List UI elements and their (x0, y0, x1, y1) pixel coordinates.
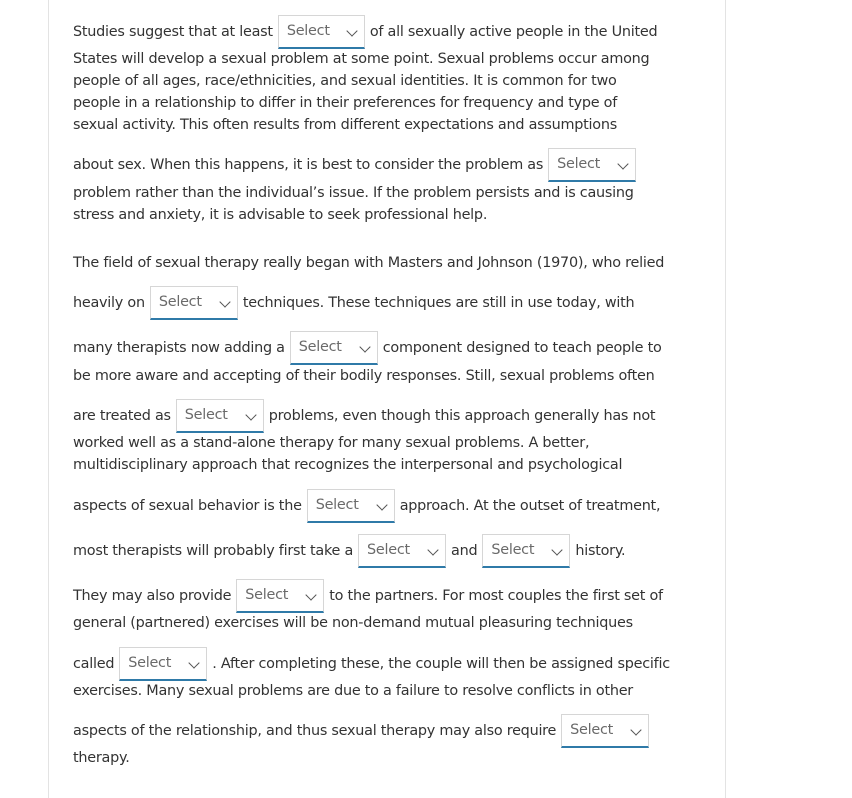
text-line: therapy. (73, 750, 130, 766)
select-value: Select (367, 542, 410, 558)
text: most therapists will probably first take a (73, 543, 354, 559)
text: Studies suggest that at least (73, 24, 273, 40)
blank-select-1[interactable] (278, 15, 365, 49)
select-value: Select (245, 587, 289, 603)
select-value: Select (286, 23, 330, 39)
text-line: be more aware and accepting of their bodily responses. Still, sexual problems often (73, 368, 655, 384)
chevron-down-icon (617, 158, 628, 169)
blank-select-11[interactable] (561, 714, 649, 748)
blank-select-8[interactable] (482, 534, 570, 568)
chevron-down-icon (245, 409, 256, 420)
blank-select-4[interactable] (290, 331, 378, 365)
text: . After completing these, the couple will then be assigned specific (212, 656, 670, 672)
text-line: people in a relationship to differ in their preferences for frequency and type of (73, 95, 618, 111)
text-line: exercises. Many sexual problems are due to a failure to resolve conflicts in other (73, 683, 633, 699)
text: of all sexually active people in the United (369, 24, 658, 40)
blank-select-3[interactable] (150, 286, 238, 320)
text-line: multidisciplinary approach that recognizes the interpersonal and psychological (73, 457, 623, 473)
chevron-down-icon (346, 25, 357, 36)
text: heavily on (73, 295, 145, 311)
text-line: problem rather than the individual’s issue. If the problem persists and is causing (73, 185, 634, 201)
text: many therapists now adding a (73, 340, 285, 356)
text: They may also provide (73, 588, 232, 604)
text: component designed to teach people to (382, 340, 662, 356)
blank-select-10[interactable] (119, 647, 207, 681)
text: about sex. When this happens, it is best to consider the problem as (73, 157, 544, 173)
text-line: stress and anxiety, it is advisable to seek professional help. (73, 207, 488, 223)
select-value: Select (158, 294, 202, 310)
chevron-down-icon (427, 544, 438, 555)
blank-select-5[interactable] (176, 399, 264, 433)
select-value: Select (298, 339, 342, 355)
select-value: Select (491, 542, 535, 558)
select-value: Select (557, 156, 601, 172)
text: techniques. These techniques are still in use today, with (242, 295, 635, 311)
text: and (451, 543, 478, 559)
text-line: people of all ages, race/ethnicities, and sexual identities. It is common for two (73, 73, 617, 89)
chevron-down-icon (219, 296, 230, 307)
text: to the partners. For most couples the first set of (329, 588, 663, 604)
text-line: general (partnered) exercises will be non-demand mutual pleasuring techniques (73, 615, 633, 631)
select-value: Select (128, 655, 172, 671)
chevron-down-icon (306, 589, 317, 600)
select-value: Select (184, 407, 228, 423)
blank-select-2[interactable] (548, 148, 636, 182)
text: aspects of the relationship, and thus sexual therapy may also require (73, 723, 557, 739)
chevron-down-icon (552, 544, 563, 555)
select-value: Select (315, 497, 359, 513)
select-value: Select (570, 722, 614, 738)
text-line: The field of sexual therapy really began with Masters and Johnson (1970), who relied (73, 255, 665, 271)
chevron-down-icon (189, 657, 200, 668)
text-line: States will develop a sexual problem at some point. Sexual problems occur among (73, 51, 650, 67)
text: are treated as (73, 408, 171, 424)
text-line: worked well as a stand-alone therapy for many sexual problems. A better, (73, 435, 590, 451)
chevron-down-icon (359, 341, 370, 352)
blank-select-9[interactable] (236, 579, 324, 613)
text-line: sexual activity. This often results from different expectations and assumptions (73, 117, 617, 133)
text: history. (575, 543, 626, 559)
text: approach. At the outset of treatment, (399, 498, 661, 514)
blank-select-7[interactable] (358, 534, 446, 568)
text: called (73, 656, 115, 672)
blank-select-6[interactable] (307, 489, 395, 523)
text: problems, even though this approach generally has not (268, 408, 656, 424)
chevron-down-icon (376, 499, 387, 510)
chevron-down-icon (630, 724, 641, 735)
text: aspects of sexual behavior is the (73, 498, 302, 514)
